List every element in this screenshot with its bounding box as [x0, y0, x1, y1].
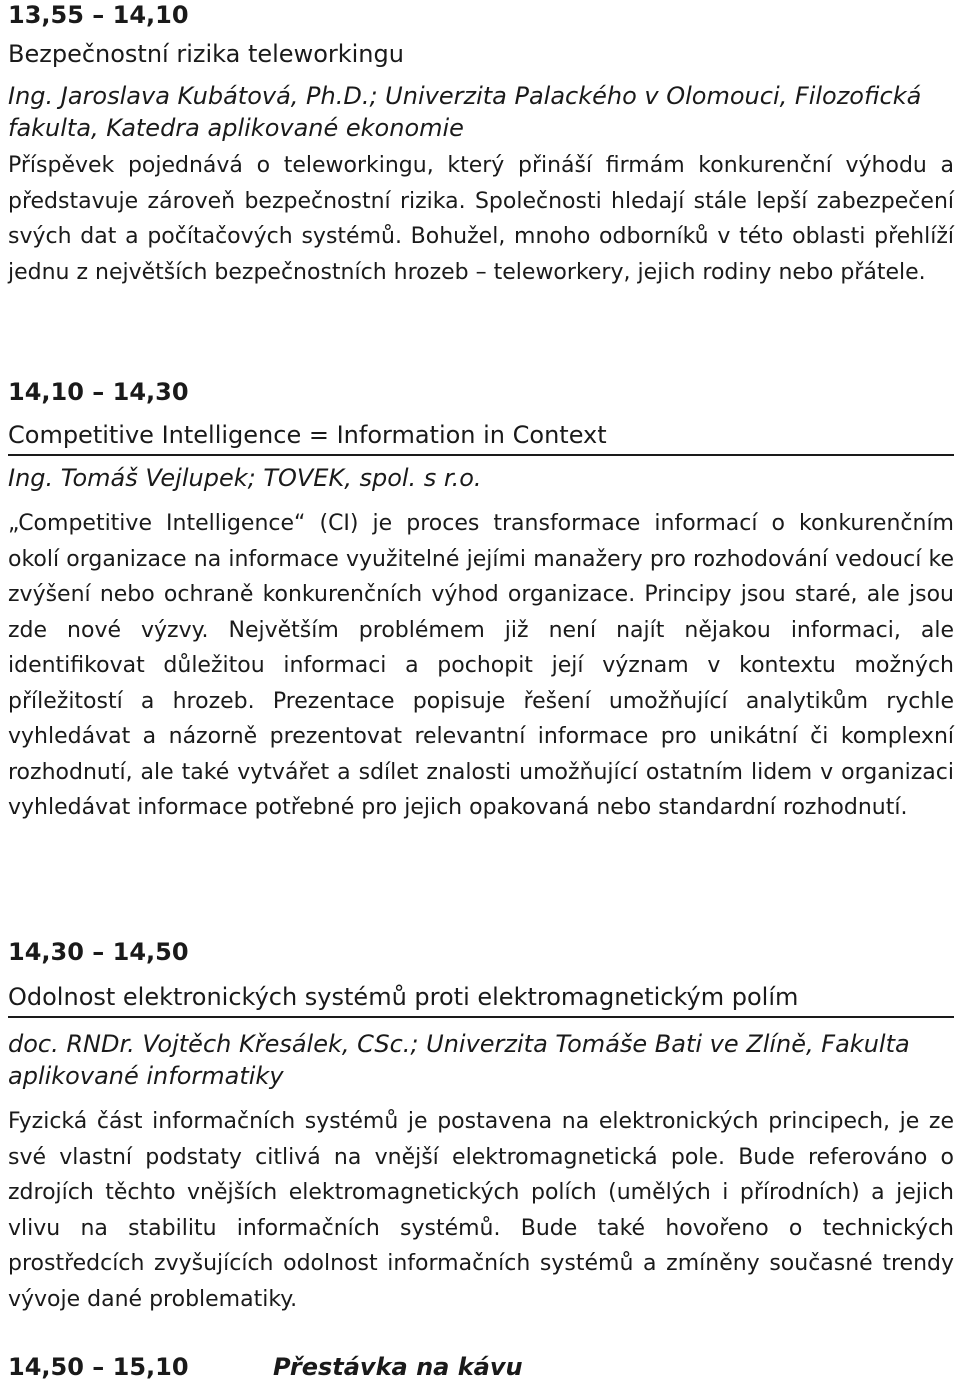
session-speaker-line — [8, 462, 954, 494]
break-time: 14,50 – 15,10 — [8, 1353, 189, 1381]
speaker-name: doc. RNDr. Vojtěch Křesálek, CSc. — [8, 1030, 411, 1058]
session-2 — [8, 377, 954, 826]
session-time: 14,30 – 14,50 — [8, 938, 189, 966]
session-speaker-line — [8, 1028, 954, 1092]
session-1 — [8, 0, 954, 290]
session-abstract: Fyzická část informačních systémů je postavena na elektronických principech, je ze své vlastní podstaty citlivá na vnější elektromagnetická pole. Bude referováno o zdrojích těchto vnějších elektromagnetických polích (umělých i přírodních) a jejich vlivu na stabilitu informačních systémů. Bude také hovořeno o technických prostředcích zvyšujících odolnost informačních systémů a zmíněny současné trendy vývoje dané problematiky. — [8, 1109, 954, 1312]
speaker-name: Ing. Tomáš Vejlupek — [8, 464, 248, 492]
session-title: Odolnost elektronických systémů proti elektromagnetickým polím — [8, 982, 954, 1018]
session-abstract: „Competitive Intelligence“ (CI) je proces transformace informací o konkurenčním okolí organizace na informace využitelné jejími manažery pro rozhodování vedoucí ke zvýšení nebo ochraně konkurenčních výhod organizace. Principy jsou staré, ale jsou zde nové výzvy. Největším problémem již není najít nějakou informaci, ale identifikovat důležitou informaci a pochopit její význam v kontextu možných příležitostí a hrozeb. Prezentace popisuje řešení umožňující analytikům rychle vyhledávat a názorně prezentovat relevantní informace pro unikátní či komplexní rozhodnutí, ale také vytvářet a sdílet znalosti umožňující ostatním lidem v organizaci vyhledávat informace potřebné pro jejich opakovaná nebo standardní rozhodnutí. — [8, 511, 954, 820]
break-label: Přestávka na kávu — [273, 1353, 523, 1381]
session-time: 14,10 – 14,30 — [8, 378, 189, 406]
speaker-name: Ing. Jaroslava Kubátová, Ph.D. — [8, 82, 370, 110]
session-title: Competitive Intelligence = Information in Context — [8, 420, 954, 456]
session-3 — [8, 937, 954, 1317]
speaker-affiliation: ; Univerzita Tomáše Bati ve Zlíně, Fakulta aplikované informatiky — [8, 1030, 910, 1090]
speaker-affiliation: ; TOVEK, spol. s r.o. — [247, 464, 482, 492]
break-row — [8, 1350, 954, 1384]
session-time: 13,55 – 14,10 — [8, 1, 189, 29]
session-title: Bezpečnostní rizika teleworkingu — [8, 40, 404, 68]
session-abstract: Příspěvek pojednává o teleworkingu, který přináší firmám konkurenční výhodu a představuje zároveň bezpečnostní rizika. Společnosti hledají stále lepší zabezpečení svých dat a počítačových systémů. Bohužel, mnoho odborníků v této oblasti přehlíží jednu z největších bezpečnostních hrozeb – teleworkery, jejich rodiny nebo přátele. — [8, 153, 954, 285]
session-speaker-line — [8, 80, 954, 144]
speaker-affiliation: ; Univerzita Palackého v Olomouci, Filozofická fakulta, Katedra aplikované ekonomie — [8, 82, 922, 142]
